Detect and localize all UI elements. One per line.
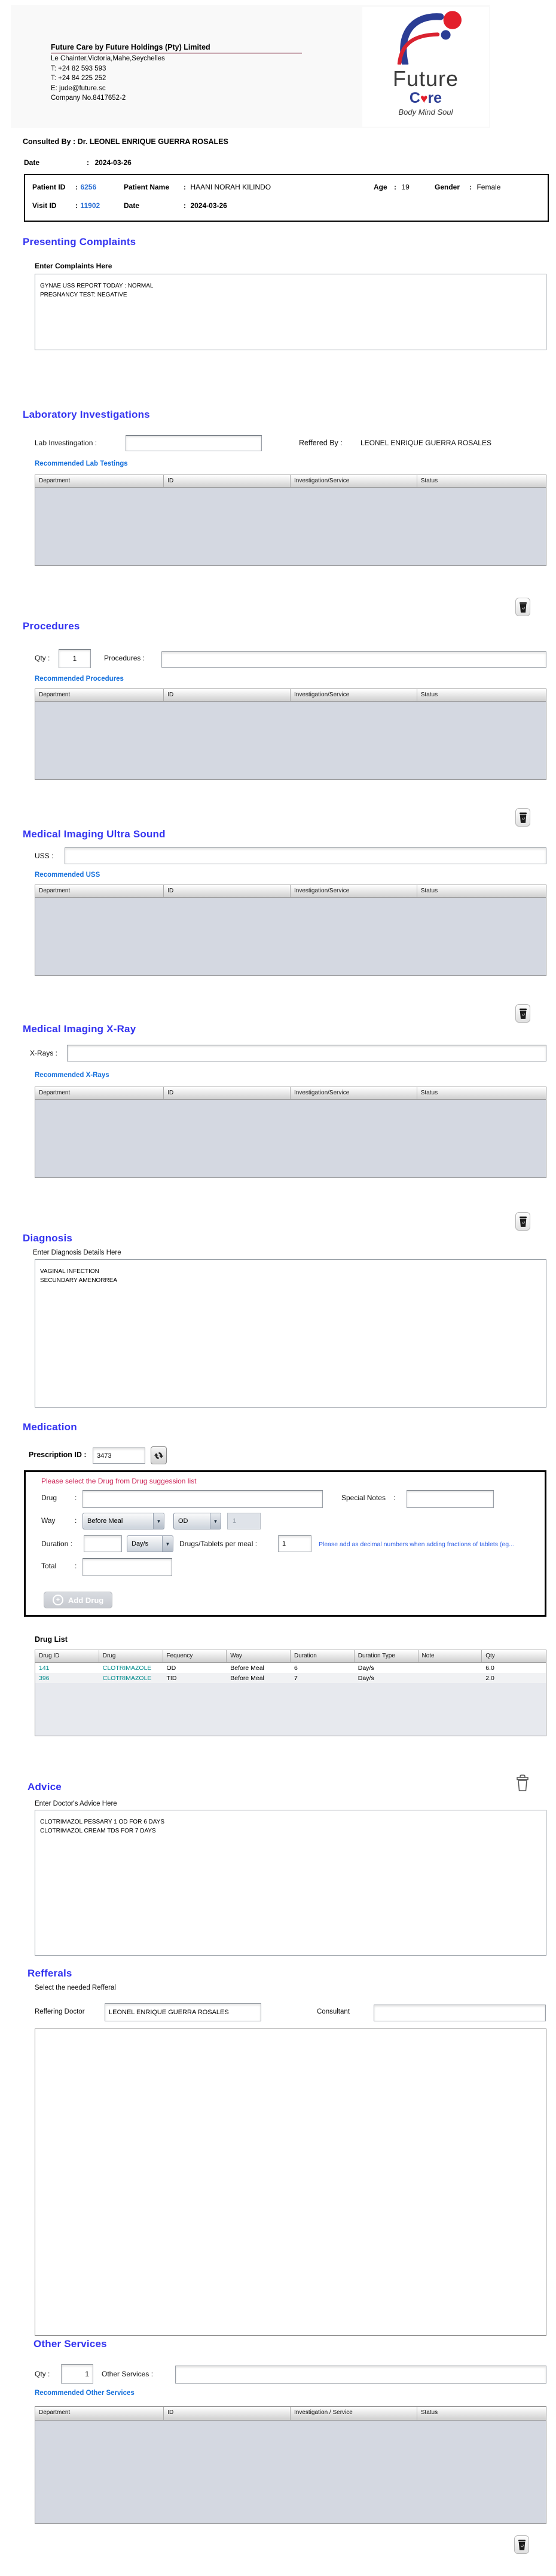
diagnosis-textarea[interactable] <box>35 1259 546 1408</box>
colon: : <box>394 183 396 191</box>
column-header-status[interactable]: Status <box>420 888 438 894</box>
recommended-procedures-link[interactable]: Recommended Procedures <box>35 675 124 683</box>
age-value: 19 <box>401 183 410 191</box>
procedures-input-row <box>35 649 546 669</box>
visit-date-group <box>124 200 227 211</box>
total-label: Total <box>41 1562 57 1570</box>
column-header-status[interactable]: Status <box>420 1090 438 1096</box>
drug-cell-drug: CLOTRIMAZOLE <box>102 1664 152 1672</box>
drug-table-rows <box>35 1663 546 1736</box>
drug-table-header <box>35 1650 546 1663</box>
referring-doctor-label: Reffering Doctor <box>35 2008 85 2015</box>
drug-cell-drug: CLOTRIMAZOLE <box>102 1674 152 1682</box>
drug-cell-duration: 6 <box>294 1664 298 1672</box>
column-header-drug[interactable]: Drug <box>99 1650 163 1662</box>
patient-id-label: Patient ID <box>32 183 66 191</box>
colon: : <box>469 183 472 191</box>
visit-date-value: 2024-03-26 <box>190 201 227 210</box>
total-input[interactable] <box>83 1558 172 1576</box>
trash-icon <box>518 811 528 824</box>
delete-lab-selection-button[interactable] <box>515 598 530 616</box>
section-title-diagnosis: Diagnosis <box>23 1232 73 1244</box>
xray-table-body <box>35 1100 546 1177</box>
duration-input[interactable] <box>84 1535 122 1552</box>
visit-id-value: 11902 <box>80 201 100 210</box>
uss-table-body <box>35 898 546 975</box>
fraction-note: Please add as decimal numbers when adding fractions of tablets (eg... <box>319 1541 514 1548</box>
column-header-drug-id[interactable]: Drug ID <box>35 1650 99 1662</box>
logo-tagline: Body Mind Soul <box>398 108 453 117</box>
company-phone-1: T: +24 82 593 593 <box>51 65 106 72</box>
visit-date-label: Date <box>124 201 140 210</box>
qty-per-frequency-input <box>227 1513 261 1529</box>
trash-icon <box>516 1775 529 1791</box>
medication-entry-box <box>24 1470 546 1617</box>
column-header-department[interactable]: Department <box>35 885 164 897</box>
column-header-investigation[interactable]: Investigation/Service <box>291 475 417 487</box>
drug-cell-note <box>418 1678 482 1679</box>
lab-investigation-input[interactable] <box>126 435 262 451</box>
xray-input[interactable] <box>67 1045 546 1061</box>
procedures-qty-label: Qty : <box>35 654 50 662</box>
referred-by-label: Reffered By : <box>299 439 343 447</box>
section-title-xray: Medical Imaging X-Ray <box>23 1023 136 1035</box>
patient-info-box <box>24 174 549 222</box>
logo-word-care <box>362 90 489 107</box>
refresh-prescription-button[interactable] <box>151 1446 167 1464</box>
section-title-presenting-complaints: Presenting Complaints <box>23 236 136 247</box>
colon: : <box>184 201 186 210</box>
drug-cell-note <box>418 1668 482 1669</box>
lab-results-table <box>35 475 546 566</box>
section-title-other-services: Other Services <box>33 2338 107 2349</box>
section-title-medication: Medication <box>23 1421 77 1433</box>
column-header-investigation[interactable]: Investigation/Service <box>291 689 417 701</box>
drug-cell-duration_type: Day/s <box>358 1664 374 1672</box>
drug-list-row[interactable] <box>35 1663 546 1673</box>
column-header-duration[interactable]: Duration <box>291 1650 355 1662</box>
add-drug-label: Add Drug <box>68 1595 104 1605</box>
trash-icon <box>517 2538 527 2551</box>
consulted-by-doctor: Dr. LEONEL ENRIQUE GUERRA ROSALES <box>77 137 228 146</box>
company-logo <box>362 7 489 127</box>
lab-input-row <box>35 435 546 453</box>
delete-xray-selection-button[interactable] <box>515 1212 530 1231</box>
drug-cell-way: Before Meal <box>230 1664 264 1672</box>
xray-table <box>35 1087 546 1178</box>
colon: : <box>75 201 78 210</box>
section-title-laboratory: Laboratory Investigations <box>23 409 150 420</box>
drug-row <box>26 1489 545 1508</box>
section-title-referrals: Refferals <box>28 1968 72 1979</box>
column-header-way[interactable]: Way <box>227 1650 291 1662</box>
column-header-note[interactable]: Note <box>418 1650 482 1662</box>
complaints-textarea[interactable] <box>35 274 546 350</box>
colon: : <box>75 183 78 191</box>
visit-id-label: Visit ID <box>32 201 57 210</box>
plus-icon: + <box>53 1595 63 1605</box>
other-services-table-header <box>35 2407 546 2421</box>
company-email: E: jude@future.sc <box>51 84 106 92</box>
visit-id-group <box>32 200 100 211</box>
other-services-qty-input[interactable] <box>61 2364 93 2384</box>
referring-doctor-input[interactable] <box>105 2003 261 2021</box>
procedures-qty-input[interactable] <box>59 649 91 668</box>
frequency-select[interactable] <box>173 1513 221 1529</box>
xray-table-header <box>35 1087 546 1100</box>
way-select[interactable] <box>83 1513 164 1529</box>
procedures-table-header <box>35 689 546 702</box>
consultant-label: Consultant <box>317 2008 350 2015</box>
patient-name-group <box>124 182 271 192</box>
total-row <box>26 1557 545 1576</box>
colon: : <box>75 1562 77 1570</box>
referral-list-box[interactable] <box>35 2029 546 2336</box>
logo-swoosh-icon <box>378 7 473 65</box>
column-header-frequency[interactable]: Fequency <box>163 1650 227 1662</box>
lab-investigation-label: Lab Investingation : <box>35 439 97 447</box>
diagnosis-sub-label: Enter Diagnosis Details Here <box>33 1249 121 1256</box>
consultant-input[interactable] <box>374 2005 546 2021</box>
special-notes-label: Special Notes <box>341 1494 386 1502</box>
trash-icon <box>518 1007 528 1020</box>
drug-list-row[interactable] <box>35 1673 546 1683</box>
consulted-by <box>23 137 228 146</box>
logo-care-rest: re <box>427 90 442 106</box>
colon: : <box>87 158 89 167</box>
delete-procedure-selection-button[interactable] <box>515 808 530 827</box>
procedures-table-body <box>35 702 546 779</box>
other-services-table <box>35 2406 546 2524</box>
header <box>11 5 490 128</box>
duration-unit-value: Day/s <box>132 1540 149 1547</box>
column-header-status[interactable]: Status <box>420 692 438 698</box>
colon: : <box>393 1494 396 1502</box>
company-info <box>51 42 302 103</box>
duration-label: Duration : <box>41 1540 73 1548</box>
section-title-ultrasound: Medical Imaging Ultra Sound <box>23 828 166 840</box>
drug-cell-id: 396 <box>39 1674 50 1682</box>
drug-cell-way: Before Meal <box>230 1674 264 1682</box>
recommended-uss-link[interactable]: Recommended USS <box>35 871 100 879</box>
gender-group <box>435 182 500 192</box>
drug-cell-qty: 6.0 <box>485 1664 494 1672</box>
referrals-sub-label: Select the needed Refferal <box>35 1984 116 1991</box>
way-row <box>26 1512 545 1531</box>
delete-uss-selection-button[interactable] <box>515 1004 530 1023</box>
date-value: 2024-03-26 <box>94 158 132 167</box>
uss-table-header <box>35 885 546 898</box>
drug-cell-freq: OD <box>166 1664 176 1672</box>
company-number: Company No.8417652-2 <box>51 94 126 102</box>
column-header-department[interactable]: Department <box>35 2407 164 2420</box>
other-services-qty-label: Qty : <box>35 2370 50 2378</box>
duration-unit-select[interactable] <box>127 1535 173 1552</box>
patient-name-value: HAANI NORAH KILINDO <box>190 183 271 191</box>
recommended-xrays-link[interactable]: Recommended X-Rays <box>35 1072 109 1079</box>
drug-cell-duration_type: Day/s <box>358 1674 374 1682</box>
other-services-table-body <box>35 2421 546 2523</box>
referred-by-value: LEONEL ENRIQUE GUERRA ROSALES <box>361 439 491 447</box>
column-header-department[interactable]: Department <box>35 1087 164 1099</box>
advice-textarea[interactable] <box>35 1810 546 1956</box>
uss-table <box>35 885 546 976</box>
procedures-table <box>35 689 546 780</box>
column-header-investigation[interactable]: Investigation/Service <box>291 1087 417 1099</box>
refresh-icon <box>154 1451 164 1461</box>
gender-label: Gender <box>435 183 460 191</box>
uss-input-row <box>35 848 546 865</box>
drug-cell-qty: 2.0 <box>485 1674 494 1682</box>
date-label: Date <box>24 158 40 167</box>
lab-table-header <box>35 475 546 488</box>
trash-icon <box>518 1215 528 1228</box>
special-notes-input[interactable] <box>407 1490 494 1508</box>
other-services-input-row <box>35 2364 546 2385</box>
procedures-input[interactable] <box>161 651 546 668</box>
section-title-advice: Advice <box>28 1781 62 1792</box>
age-label: Age <box>374 183 387 191</box>
column-header-investigation[interactable]: Investigation / Service <box>291 2407 417 2420</box>
drug-list-table <box>35 1650 546 1736</box>
column-header-investigation[interactable]: Investigation/Service <box>291 885 417 897</box>
trash-icon <box>518 601 528 613</box>
logo-care-c: C <box>409 90 420 106</box>
column-header-status[interactable]: Status <box>420 478 438 484</box>
other-services-label: Other Services : <box>102 2370 154 2378</box>
patient-id-value: 6256 <box>80 183 97 191</box>
recommended-lab-testings-link[interactable]: Recommended Lab Testings <box>35 460 128 467</box>
column-header-id[interactable]: ID <box>164 689 291 701</box>
delete-other-service-selection-button[interactable] <box>514 2535 529 2554</box>
patient-id-group <box>32 182 96 192</box>
company-name: Future Care by Future Holdings (Pty) Limited <box>51 43 302 54</box>
patient-name-label: Patient Name <box>124 183 170 191</box>
column-header-id[interactable]: ID <box>164 475 291 487</box>
advice-sub-label: Enter Doctor's Advice Here <box>35 1800 117 1807</box>
duration-row <box>26 1535 545 1553</box>
section-title-procedures: Procedures <box>23 620 80 632</box>
age-group <box>374 182 410 192</box>
column-header-id[interactable]: ID <box>164 885 291 897</box>
drug-input[interactable] <box>83 1490 323 1508</box>
heart-icon: ♥ <box>420 92 428 106</box>
colon: : <box>184 183 186 191</box>
consulted-by-label: Consulted By : <box>23 137 76 146</box>
uss-input[interactable] <box>65 848 546 864</box>
per-meal-input[interactable] <box>278 1535 311 1552</box>
visit-date-row <box>24 157 132 168</box>
xray-label: X-Rays : <box>30 1049 58 1057</box>
way-label: Way <box>41 1516 56 1525</box>
complaints-sub-label: Enter Complaints Here <box>35 262 112 270</box>
column-header-status[interactable]: Status <box>420 2409 438 2416</box>
chevron-down-icon: ▼ <box>153 1513 164 1529</box>
prescription-id-input[interactable] <box>93 1448 145 1464</box>
delete-advice-button[interactable] <box>514 1773 531 1793</box>
column-header-duration-type[interactable]: Duration Type <box>355 1650 418 1662</box>
column-header-department[interactable]: Department <box>35 475 164 487</box>
column-header-id[interactable]: ID <box>164 1087 291 1099</box>
colon: : <box>75 1516 77 1525</box>
way-select-value: Before Meal <box>87 1518 123 1525</box>
other-services-input[interactable] <box>175 2366 546 2384</box>
drug-cell-id: 141 <box>39 1664 50 1672</box>
drug-list-title: Drug List <box>35 1635 68 1644</box>
prescription-row <box>29 1446 268 1466</box>
xray-input-row <box>30 1045 546 1063</box>
recommended-other-services-link[interactable]: Recommended Other Services <box>35 2390 135 2397</box>
uss-label: USS : <box>35 852 54 860</box>
prescription-id-label: Prescription ID : <box>29 1451 87 1459</box>
company-phone-2: T: +24 84 225 252 <box>51 75 106 82</box>
chevron-down-icon: ▼ <box>210 1513 221 1529</box>
add-drug-button[interactable] <box>44 1592 112 1608</box>
column-header-id[interactable]: ID <box>164 2407 291 2420</box>
lab-table-body <box>35 488 546 565</box>
gender-value: Female <box>476 183 501 191</box>
colon: : <box>75 1494 77 1502</box>
frequency-select-value: OD <box>178 1518 188 1525</box>
drug-label: Drug <box>41 1494 57 1502</box>
logo-word-future: Future <box>392 66 459 91</box>
column-header-department[interactable]: Department <box>35 689 164 701</box>
per-meal-label: Drugs/Tablets per meal : <box>179 1540 258 1548</box>
procedures-label: Procedures : <box>104 654 145 662</box>
drug-cell-freq: TID <box>166 1674 177 1682</box>
referral-input-row <box>35 2003 546 2023</box>
chevron-down-icon: ▼ <box>162 1536 173 1552</box>
company-address: Le Chainter,Victoria,Mahe,Seychelles <box>51 55 165 62</box>
drug-cell-duration: 7 <box>294 1674 298 1682</box>
column-header-qty[interactable]: Qty <box>485 1653 495 1659</box>
drug-suggestion-warning: Please select the Drug from Drug suggession list <box>41 1477 197 1485</box>
